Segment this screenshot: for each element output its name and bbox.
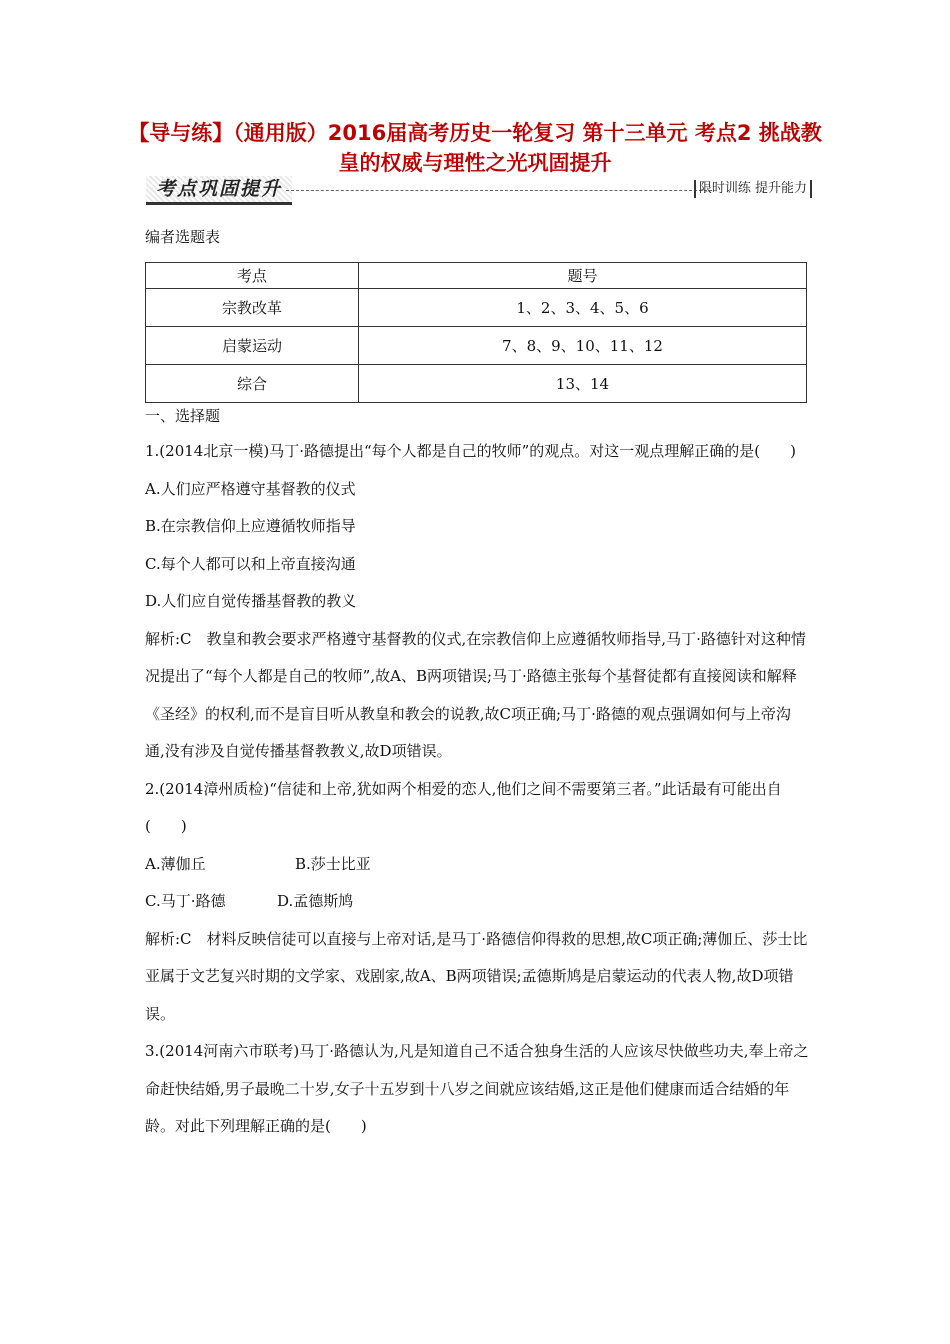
- table-cell: 启蒙运动: [146, 327, 359, 365]
- option-c: C.每个人都可以和上帝直接沟通: [145, 554, 356, 573]
- banner-divider: [286, 190, 712, 191]
- option-b: B.莎士比亚: [295, 854, 371, 873]
- document-title: 【导与练】（通用版）2016届高考历史一轮复习 第十三单元 考点2 挑战教皇的权威与理性之光巩固提升: [128, 121, 822, 175]
- section-banner: [146, 176, 812, 204]
- table-label: 编者选题表: [145, 228, 221, 246]
- option-a: A.人们应严格遵守基督教的仪式: [145, 479, 356, 498]
- option-d: D.孟德斯鸠: [277, 892, 354, 910]
- selection-table: [145, 262, 807, 403]
- option-b: B.在宗教信仰上应遵循牧师指导: [145, 517, 356, 535]
- table-row: [146, 365, 807, 403]
- section-heading: 一、选择题: [145, 407, 221, 425]
- table-cell: 综合: [146, 365, 359, 403]
- questions-body: [145, 433, 810, 1146]
- question-stem: 2.(2014漳州质检)“信徒和上帝,犹如两个相爱的恋人,他们之间不需要第三者。”此话最有可能出自( ): [145, 779, 782, 835]
- option-d: D.人们应自觉传播基督教的教义: [145, 592, 357, 610]
- table-header: 考点: [146, 263, 359, 289]
- analysis: 解析:C 材料反映信徒可以直接与上帝对话,是马丁·路德信仰得救的思想,故C项正确;薄伽丘、莎士比亚属于文艺复兴时期的文学家、戏剧家,故A、B两项错误;孟德斯鸠是启蒙运动的代表人物,故D项错误。: [145, 929, 808, 1023]
- option-c: C.马丁·路德: [145, 892, 226, 910]
- options-row: [145, 883, 810, 921]
- table-row: [146, 289, 807, 327]
- table-header-row: [146, 263, 807, 289]
- table-cell: 1、2、3、4、5、6: [359, 289, 807, 327]
- analysis: 解析:C 教皇和教会要求严格遵守基督教的仪式,在宗教信仰上应遵循牧师指导,马丁·路德针对这种情况提出了“每个人都是自己的牧师”,故A、B两项错误;马丁·路德主张每个基督徒都有直接阅读和解释《圣经》的权利,而不是盲目听从教皇和教会的说教,故C项正确;马丁·路德的观点强调如何与上帝沟通,没有涉及自觉传播基督教教义,故D项错误。: [145, 629, 806, 760]
- table-header: 题号: [359, 263, 807, 289]
- question-stem: 3.(2014河南六市联考)马丁·路德认为,凡是知道自己不适合独身生活的人应该尽快做些功夫,奉上帝之命赶快结婚,男子最晚二十岁,女子十五岁到十八岁之间就应该结婚,这正是他们健康而适合结婚的年龄。对此下列理解正确的是( ): [145, 1042, 809, 1135]
- table-row: [146, 327, 807, 365]
- options-row: [145, 846, 810, 884]
- question-stem: 1.(2014北京一模)马丁·路德提出“每个人都是自己的牧师”的观点。对这一观点理解正确的是( ): [145, 442, 797, 460]
- banner-tagline: 限时训练 提升能力: [694, 180, 812, 198]
- banner-label: 考点巩固提升: [146, 176, 292, 205]
- table-cell: 7、8、9、10、11、12: [359, 327, 807, 365]
- option-a: A.薄伽丘: [145, 854, 206, 873]
- table-cell: 13、14: [359, 365, 807, 403]
- table-cell: 宗教改革: [146, 289, 359, 327]
